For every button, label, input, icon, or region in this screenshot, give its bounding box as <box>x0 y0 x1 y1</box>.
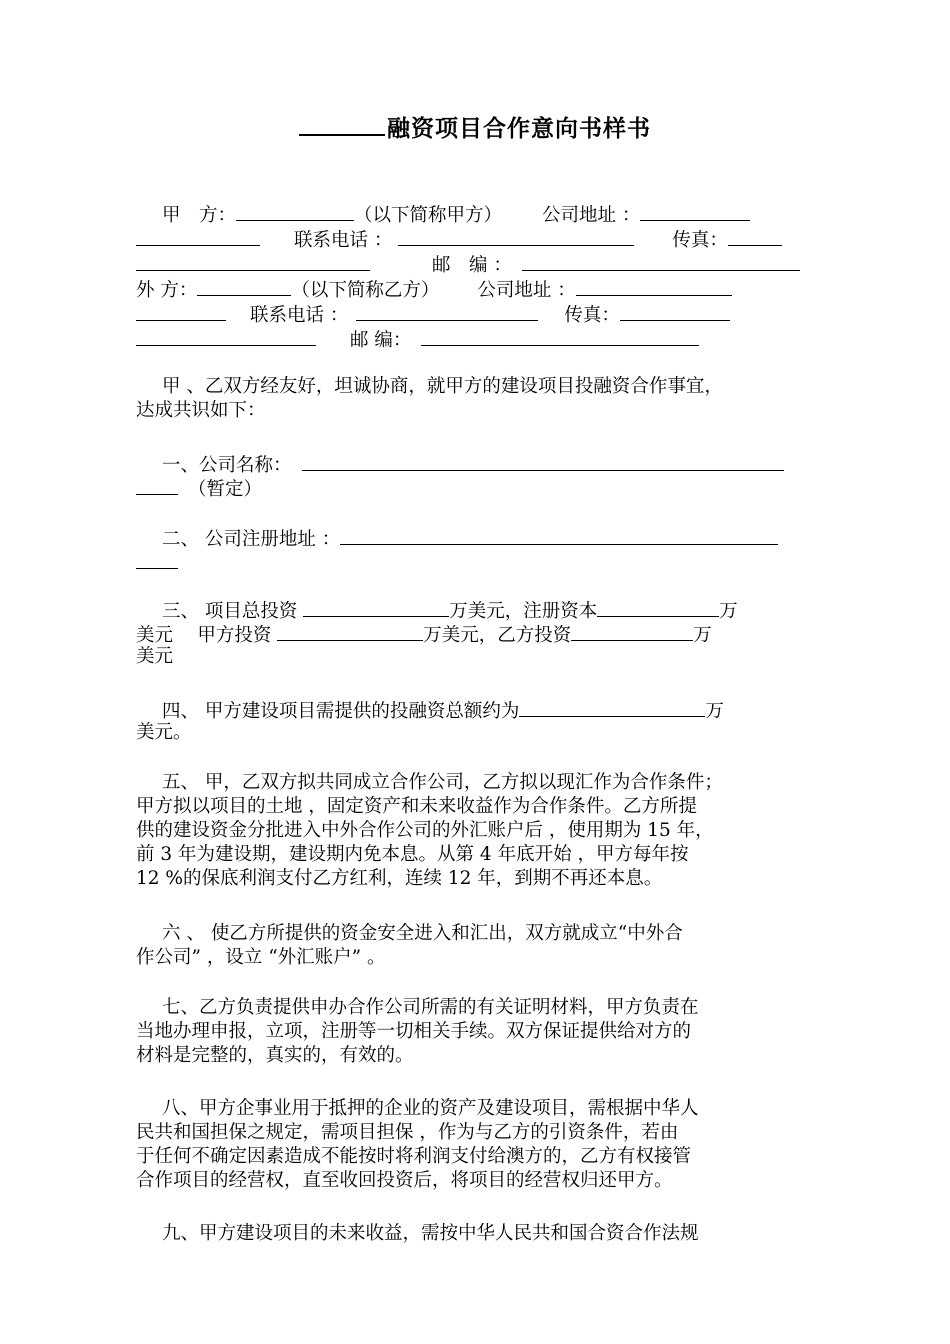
financing-total-field[interactable] <box>519 697 705 717</box>
party-b-phone-label: 联系电话 ： <box>250 305 349 326</box>
document-title <box>0 110 950 143</box>
section-1-tail: （暂定） <box>188 479 263 500</box>
section-5-line: 12 %的保底利润支付乙方红利，连续 12 年，到期不再还本息。 <box>136 868 663 889</box>
section-9-line: 九、甲方建设项目的未来收益，需按中华人民共和国合资合作法规 <box>162 1223 699 1244</box>
party-b-fax-field-cont[interactable] <box>136 326 316 346</box>
section-1-label: 一、公司名称： <box>162 455 292 476</box>
party-b-short: （以下简称乙方） <box>291 280 440 301</box>
section-2-label: 二、 公司注册地址 ： <box>162 529 341 550</box>
party-b-fax-field[interactable] <box>620 301 730 321</box>
party-a-address-field[interactable] <box>640 201 750 221</box>
section-5-line: 前 3 年为建设期，建设期内免本息。从第 4 年底开始 ，甲方每年按 <box>136 844 689 865</box>
party-b-address-label: 公司地址 ： <box>477 280 576 301</box>
registered-address-field-cont[interactable] <box>136 549 178 569</box>
section-4-tail: 美元。 <box>136 722 192 743</box>
party-a-investment-field[interactable] <box>277 621 423 641</box>
registered-capital-label: 万美元，注册资本 <box>449 601 598 622</box>
section-4 <box>136 697 816 745</box>
section-2 <box>136 525 816 573</box>
party-b-line-3 <box>136 326 816 350</box>
total-investment-field[interactable] <box>303 597 449 617</box>
party-a-phone-label: 联系电话 ： <box>294 230 393 251</box>
company-name-field[interactable] <box>302 451 784 471</box>
party-a-postcode-field[interactable] <box>522 251 800 271</box>
section-3 <box>136 597 816 669</box>
party-a-investment-label: 美元 甲方投资 <box>136 625 278 646</box>
party-a-postcode-label: 邮 编 ： <box>432 255 512 276</box>
party-b-investment-label: 万美元，乙方投资 <box>423 625 572 646</box>
party-a-name-field[interactable] <box>236 201 354 221</box>
section-7-line: 七、乙方负责提供申办合作公司所需的有关证明材料，甲方负责在 <box>162 997 699 1018</box>
party-b-address-field-cont[interactable] <box>136 301 226 321</box>
party-b-phone-field[interactable] <box>356 301 538 321</box>
total-investment-label: 三、 项目总投资 <box>162 601 304 622</box>
section-6-line: 作公司” ，设立 “外汇账户” 。 <box>136 947 386 968</box>
party-a-label: 甲 方： <box>162 205 237 226</box>
section-8-line: 于任何不确定因素造成不能按时将利润支付给澳方的，乙方有权接管 <box>136 1146 692 1167</box>
party-b-name-field[interactable] <box>197 276 291 296</box>
section-5-line: 五、 甲，乙双方拟共同成立合作公司，乙方拟以现汇作为合作条件； <box>162 772 723 793</box>
section-5-line: 供的建设资金分批进入中外合作公司的外汇账户后 ，使用期为 15 年， <box>136 820 714 841</box>
section-8-line: 民共和国担保之规定，需项目担保 ，作为与乙方的引资条件，若由 <box>136 1122 679 1143</box>
section-6 <box>136 922 816 970</box>
party-a-address-field-cont[interactable] <box>136 226 260 246</box>
section-7-line: 材料是完整的，真实的，有效的。 <box>136 1045 414 1066</box>
section-7 <box>136 996 816 1068</box>
unit-wan-1: 万 <box>719 601 738 622</box>
party-a-address-label: 公司地址 ： <box>542 205 641 226</box>
party-a-line-2 <box>136 226 816 250</box>
section-6-line: 六 、 使乙方所提供的资金安全进入和汇出，双方就成立“中外合 <box>162 923 683 944</box>
company-name-field-cont[interactable] <box>136 475 178 495</box>
section-9 <box>136 1222 816 1246</box>
unit-wan-3: 万 <box>705 701 724 722</box>
party-a-phone-field[interactable] <box>398 226 634 246</box>
section-8 <box>136 1097 816 1193</box>
party-b-investment-field[interactable] <box>571 621 693 641</box>
party-a-fax-field[interactable] <box>728 226 782 246</box>
party-b-address-field[interactable] <box>576 276 732 296</box>
party-b-line-2 <box>136 301 816 325</box>
registered-capital-field[interactable] <box>597 597 719 617</box>
section-7-line: 当地办理申报，立项，注册等一切相关手续。双方保证提供给对方的 <box>136 1021 692 1042</box>
party-b-fax-label: 传真： <box>564 305 620 326</box>
party-b-line-1 <box>136 276 816 300</box>
party-b-postcode-label: 邮 编： <box>350 330 412 351</box>
title-blank[interactable] <box>299 112 385 136</box>
section-8-line: 合作项目的经营权，直至收回投资后，将项目的经营权归还甲方。 <box>136 1170 673 1191</box>
unit-wan-2: 万 <box>693 625 712 646</box>
party-b-postcode-field[interactable] <box>421 326 699 346</box>
section-5 <box>136 771 816 891</box>
party-b-label: 外 方： <box>136 280 198 301</box>
party-a-short: （以下简称甲方） <box>354 205 503 226</box>
title-text: 融资项目合作意向书样书 <box>387 115 651 142</box>
party-a-fax-label: 传真： <box>672 230 728 251</box>
section-8-line: 八、甲方企事业用于抵押的企业的资产及建设项目，需根据中华人 <box>162 1098 699 1119</box>
party-a-fax-field-cont[interactable] <box>136 251 370 271</box>
registered-address-field[interactable] <box>340 525 778 545</box>
intro-paragraph <box>136 375 816 423</box>
section-1 <box>136 451 816 499</box>
section-3-tail: 美元 <box>136 646 174 667</box>
party-a-line-1 <box>136 201 816 225</box>
section-4-text: 四、 甲方建设项目需提供的投融资总额约为 <box>162 701 520 722</box>
section-5-line: 甲方拟以项目的土地 ，固定资产和未来收益作为合作条件。乙方所提 <box>136 796 697 817</box>
intro-line-2: 达成共识如下： <box>136 400 266 421</box>
intro-line-1: 甲 、乙双方经友好，坦诚协商，就甲方的建设项目投融资合作事宜， <box>162 376 723 397</box>
party-a-line-3 <box>136 251 816 275</box>
